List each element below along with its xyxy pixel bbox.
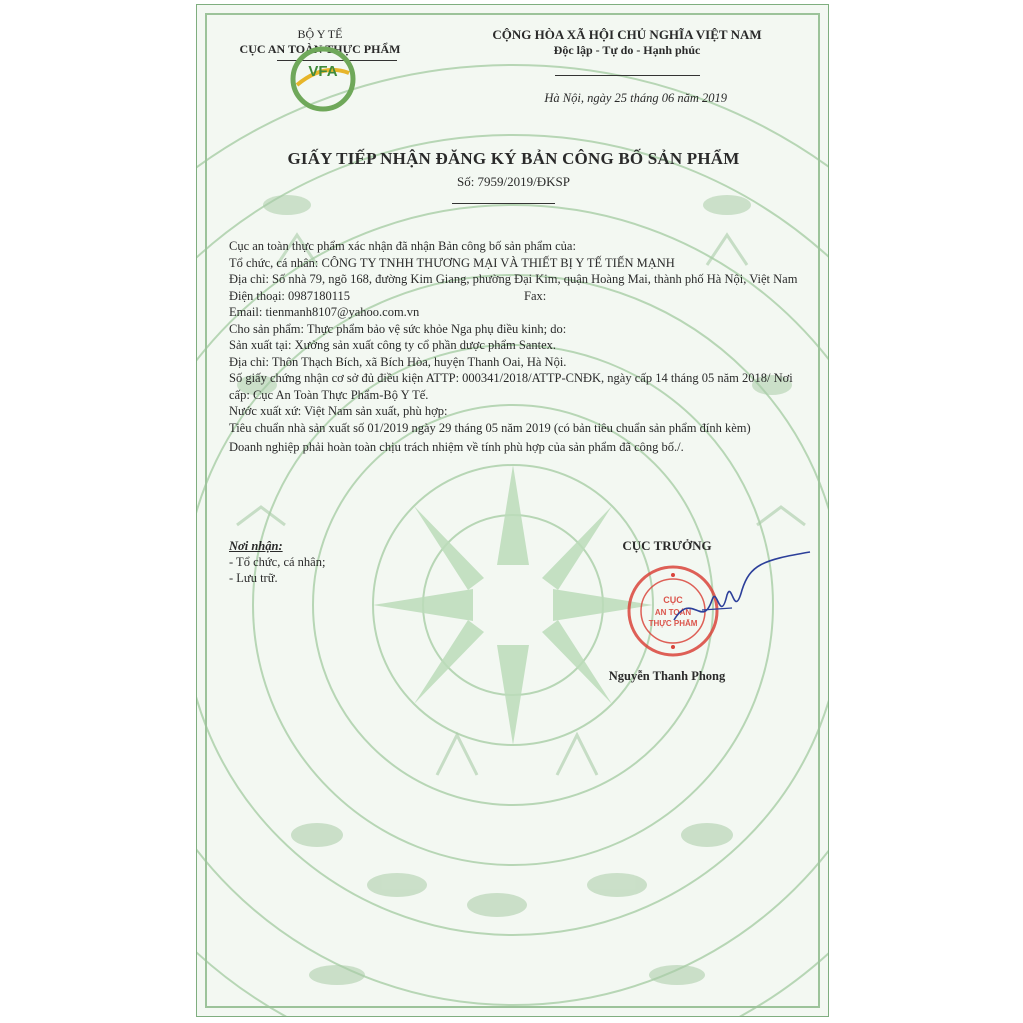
- svg-text:AN TOÀN: AN TOÀN: [654, 608, 692, 617]
- manufacturer-address-line: Địa chỉ: Thôn Thạch Bích, xã Bích Hòa, huyện Thanh Oai, Hà Nội.: [229, 354, 567, 369]
- document-title: GIẤY TIẾP NHẬN ĐĂNG KÝ BẢN CÔNG BỐ SẢN PHẨM: [287, 149, 740, 168]
- document-number: Số: 7959/2019/ĐKSP: [456, 174, 571, 189]
- origin-line: Nước xuất xứ: Việt Nam sản xuất, phù hợp:: [229, 404, 448, 418]
- product-line: Cho sản phẩm: Thực phẩm bảo vệ sức khỏe Nga phụ điều kinh; do:: [229, 321, 567, 336]
- standard-line: Tiêu chuẩn nhà sản xuất số 01/2019 ngày 29 tháng 05 năm 2019 (có bản tiêu chuẩn sản phẩm đính kèm): [229, 420, 751, 435]
- svg-text:CỤC: CỤC: [663, 595, 683, 605]
- recipient-item: - Tổ chức, cá nhân;: [229, 555, 326, 569]
- organization-line: Tổ chức, cá nhân: CÔNG TY TNHH THƯƠNG MẠI VÀ THIẾT BỊ Y TẾ TIẾN MẠNH: [229, 255, 675, 270]
- responsibility-line: Doanh nghiệp phải hoàn toàn chịu trách nhiệm về tính phù hợp của sản phẩm đã công bố./.: [229, 440, 684, 454]
- certificate-body: [229, 238, 804, 456]
- svg-text:VFA: VFA: [308, 63, 338, 80]
- phone-fax-line: [229, 288, 804, 305]
- address-line: Địa chỉ: Số nhà 79, ngõ 168, đường Kim Giang, phường Đại Kim, quận Hoàng Mai, thành phố Hà Nội, Việt Nam: [229, 272, 798, 286]
- svg-text:THỰC PHẨM: THỰC PHẨM: [648, 619, 698, 628]
- recipients-block: [229, 538, 325, 586]
- issue-date: Hà Nội, ngày 25 tháng 06 năm 2019: [544, 91, 727, 105]
- manufacturer-line: Sản xuất tại: Xưởng sản xuất công ty cổ phần dược phẩm Santex.: [229, 338, 557, 352]
- fax-text: Fax:: [524, 288, 547, 303]
- department-name: CỤC AN TOÀN THỰC PHẨM: [239, 42, 401, 56]
- ministry-name: BỘ Y TẾ: [297, 27, 343, 41]
- handwritten-signature: [672, 550, 812, 650]
- national-header: [437, 27, 817, 58]
- recipients-heading: Nơi nhận:: [229, 539, 283, 553]
- recipient-item: - Lưu trữ.: [229, 571, 278, 585]
- country-name: CỘNG HÒA XÃ HỘI CHỦ NGHĨA VIỆT NAM: [492, 27, 762, 42]
- motto-underline: [555, 75, 700, 76]
- email-line: Email: tienmanh8107@yahoo.com.vn: [229, 305, 420, 319]
- signer-title: CỤC TRƯỞNG: [622, 538, 712, 553]
- signer-name: Nguyễn Thanh Phong: [608, 669, 726, 683]
- title-underline: [452, 203, 555, 204]
- national-motto: Độc lập - Tự do - Hạnh phúc: [553, 43, 701, 57]
- phone-text: Điện thoại: 0987180115: [229, 288, 351, 303]
- intro-line: Cục an toàn thực phẩm xác nhận đã nhận Bản công bố sản phẩm của:: [229, 239, 576, 253]
- certificate-line: Số giấy chứng nhận cơ sở đủ điều kiện ATTP: 000341/2018/ATTP-CNĐK, ngày cấp 14 tháng 05 năm 2018/ Nơi cấp: Cục An Toàn Thực Phẩm-Bộ Y Tế.: [229, 371, 793, 402]
- certificate-document: [196, 4, 829, 1017]
